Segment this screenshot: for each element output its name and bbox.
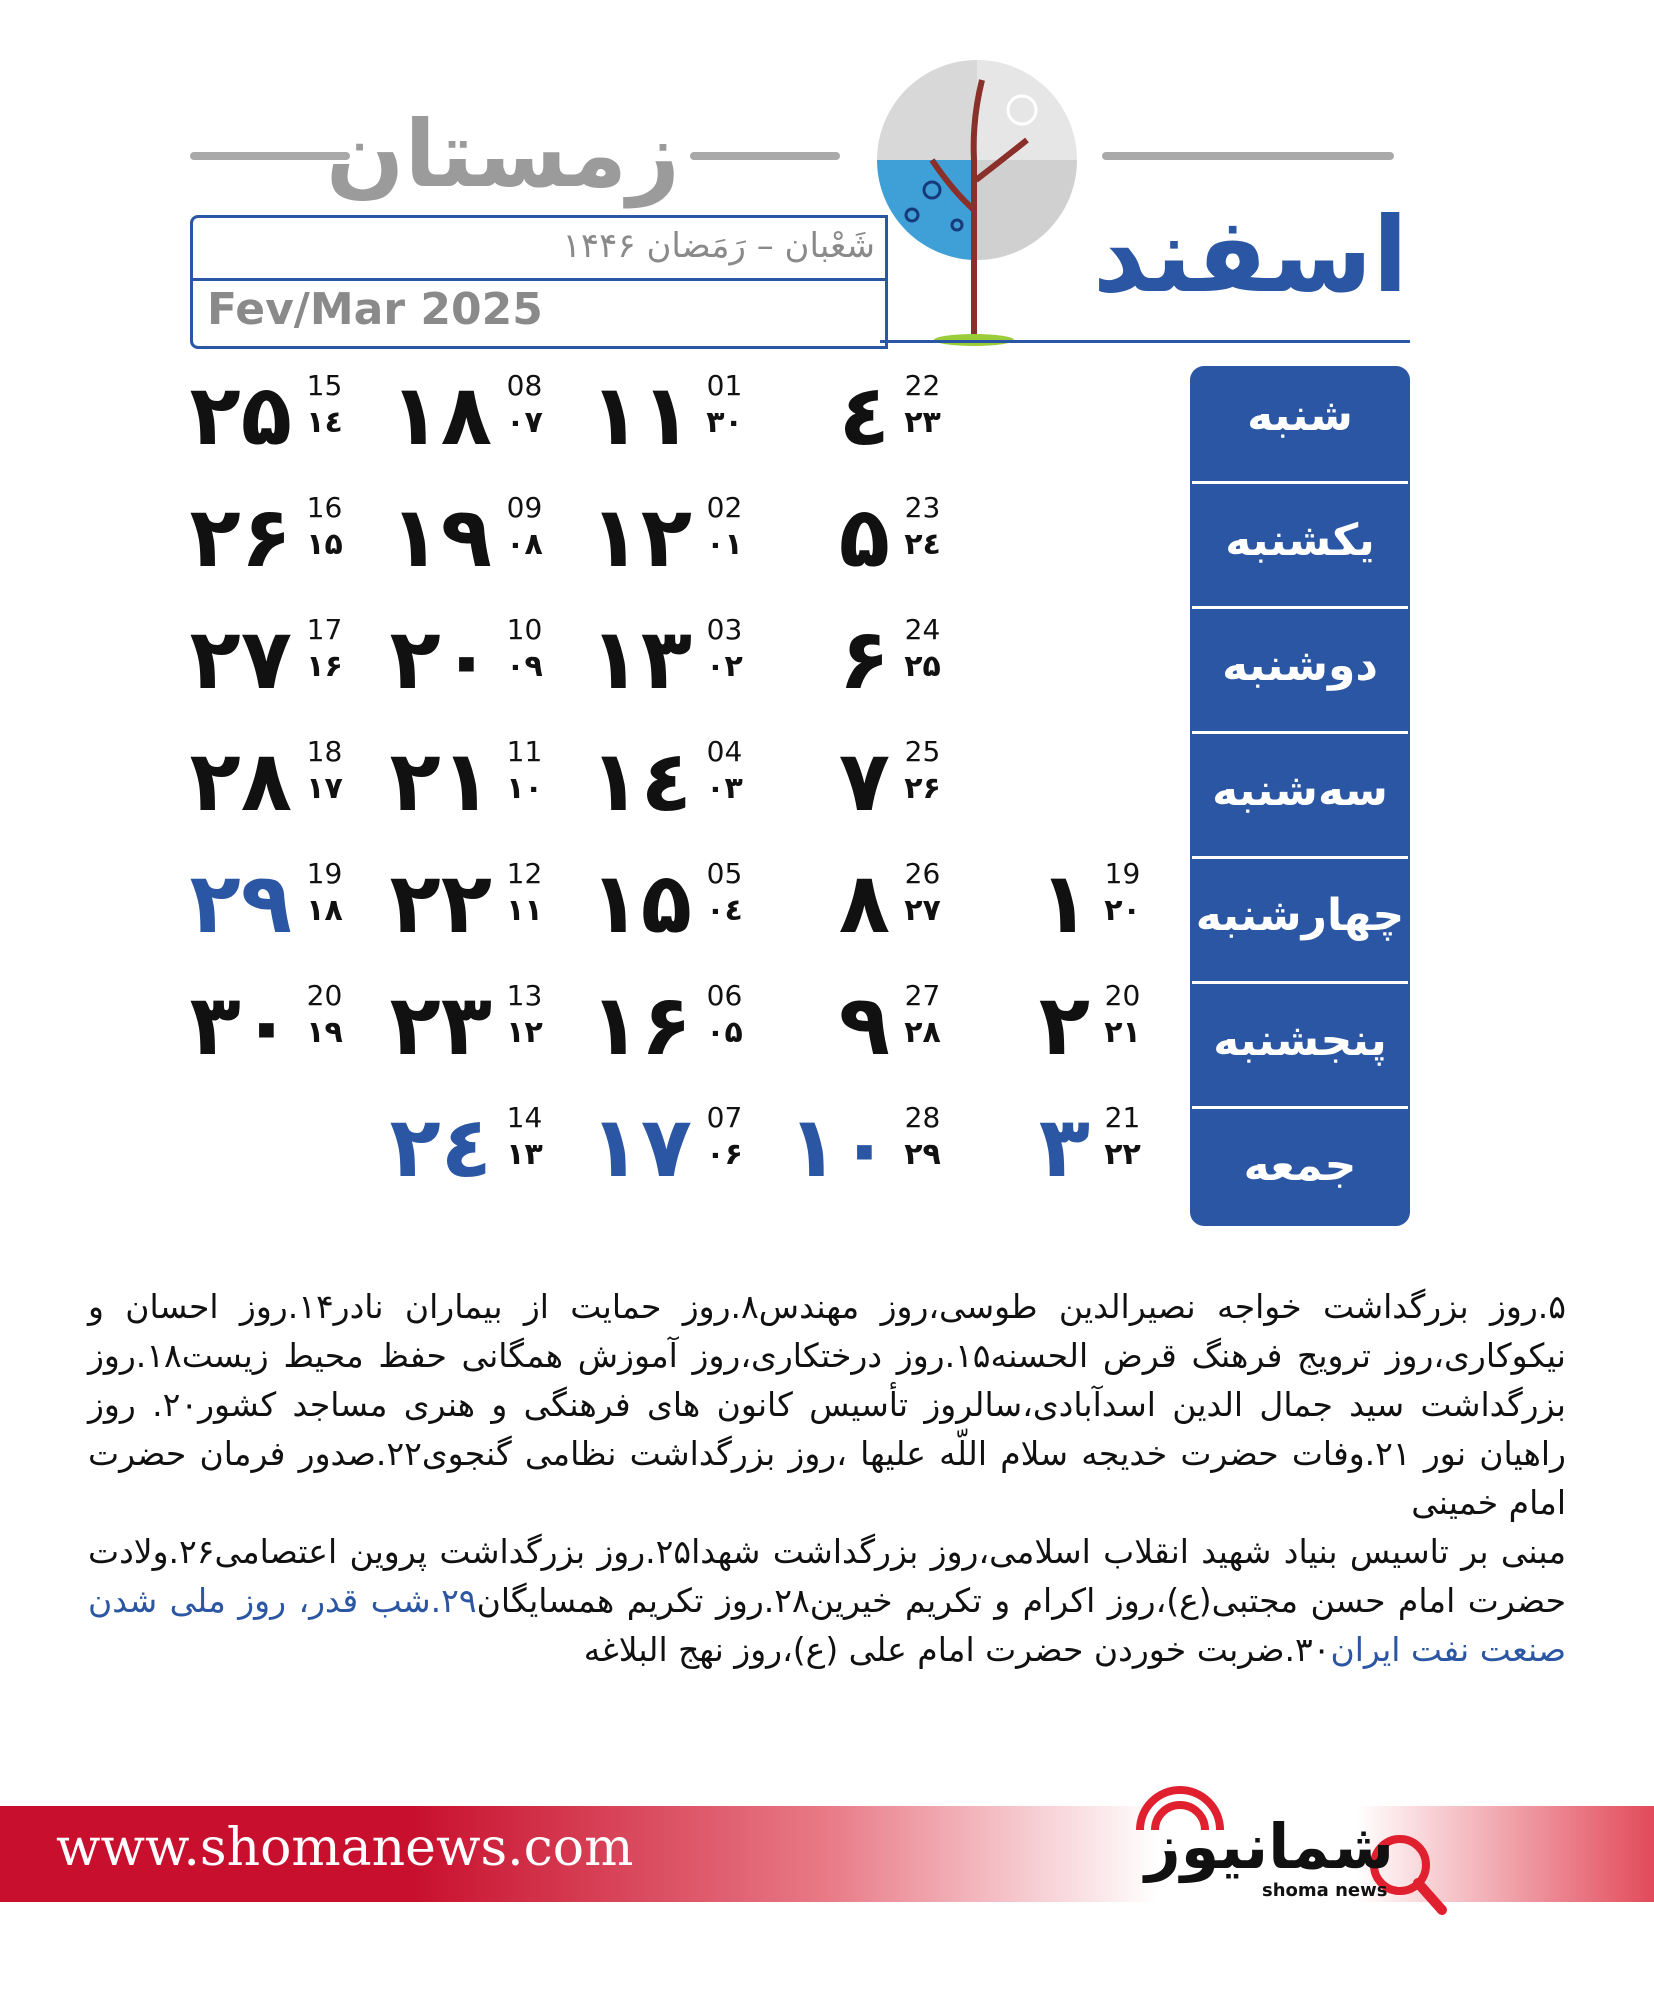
calendar-day-cell — [970, 970, 1150, 1080]
gregorian-day-number: 07 — [706, 1101, 743, 1134]
hijri-day-number: ۲۲ — [1104, 1137, 1141, 1172]
weekday-sunday: یکشنبه — [1225, 515, 1375, 566]
hijri-day-number: ۰۵ — [706, 1015, 743, 1050]
calendar-day-cell — [572, 360, 752, 470]
calendar-day-cell — [372, 482, 552, 592]
calendar-day-cell — [372, 360, 552, 470]
gregorian-day-number: 01 — [706, 369, 743, 402]
hijri-day-number: ۰۶ — [706, 1137, 743, 1172]
persian-day-number: ۲۵ — [189, 366, 292, 464]
hijri-day-number: ۰٤ — [706, 893, 743, 928]
hijri-day-number: ۱۲ — [506, 1015, 543, 1050]
persian-day-number: ۲۹ — [189, 854, 292, 952]
hijri-day-number: ۲۹ — [904, 1137, 941, 1172]
calendar-day-cell — [572, 848, 752, 958]
calendar-day-cell — [572, 970, 752, 1080]
events-text: ۳۰.ضربت خوردن حضرت امام علی (ع)،روز نهج البلاغه — [583, 1630, 1331, 1669]
gregorian-day-number: 11 — [506, 735, 543, 768]
hijri-day-number: ۱۰ — [506, 771, 543, 806]
season-line-mid — [690, 152, 840, 160]
calendar-day-cell — [770, 726, 950, 836]
events-text-holiday: ۲۹.شب قدر، روز ملی شدن صنعت نفت ایران — [88, 1581, 1566, 1669]
gregorian-day-number: 20 — [306, 979, 343, 1012]
weekday-wednesday: چهارشنبه — [1195, 890, 1405, 941]
persian-day-number: ۸ — [838, 854, 890, 952]
persian-day-number: ۱۶ — [589, 976, 692, 1074]
hijri-day-number: ۱٤ — [306, 405, 343, 440]
hijri-day-number: ۲۳ — [904, 405, 941, 440]
hijri-day-number: ۰۹ — [506, 649, 543, 684]
weekday-thursday: پنجشنبه — [1213, 1015, 1387, 1066]
hijri-day-number: ۲۱ — [1104, 1015, 1141, 1050]
hijri-day-number: ۲۸ — [904, 1015, 941, 1050]
month-title: اسفند — [1092, 194, 1408, 316]
persian-day-number: ٤ — [838, 366, 890, 464]
persian-day-number: ۱۲ — [589, 488, 692, 586]
hijri-day-number: ۳۰ — [706, 405, 743, 440]
persian-day-number: ۱۵ — [589, 854, 692, 952]
calendar-day-cell — [572, 604, 752, 714]
gregorian-day-number: 27 — [904, 979, 941, 1012]
persian-day-number: ۱۱ — [589, 366, 692, 464]
gregorian-date: Fev/Mar 2025 — [207, 284, 543, 335]
website-url[interactable]: www.shomanews.com — [56, 1818, 634, 1878]
calendar-day-cell — [770, 1092, 950, 1202]
calendar-day-cell — [770, 482, 950, 592]
hijri-day-number: ۰۳ — [706, 771, 743, 806]
gregorian-day-number: 20 — [1104, 979, 1141, 1012]
weekday-tuesday: سه‌شنبه — [1212, 765, 1388, 816]
calendar-day-cell — [172, 604, 352, 714]
hijri-day-number: ۱۵ — [306, 527, 343, 562]
calendar-day-cell — [770, 970, 950, 1080]
hijri-day-number: ۰۱ — [706, 527, 743, 562]
date-info-box — [190, 215, 888, 349]
calendar-day-cell — [172, 726, 352, 836]
events-text: مبنی بر تاسیس بنیاد شهید انقلاب اسلامی،روز بزرگداشت شهدا۲۵.روز بزرگداشت پروین اعتصامی۲۶.ولادت حضرت امام حسن مجتبی(ع)،روز اکرام و تکریم خیرین۲۸.روز تکریم همسایگان — [88, 1532, 1566, 1620]
calendar-day-cell — [372, 970, 552, 1080]
persian-day-number: ۵ — [838, 488, 890, 586]
hijri-day-number: ۲۵ — [904, 649, 941, 684]
hijri-day-number: ۰۸ — [506, 527, 543, 562]
logo-subtitle: shoma news — [1262, 1880, 1388, 1901]
events-list — [88, 1282, 1566, 1674]
weekday-friday: جمعه — [1243, 1140, 1357, 1191]
hijri-day-number: ۲۰ — [1104, 893, 1141, 928]
gregorian-day-number: 22 — [904, 369, 941, 402]
calendar-day-cell — [770, 848, 950, 958]
persian-day-number: ۱۸ — [389, 366, 492, 464]
header-rule — [880, 340, 1410, 343]
gregorian-day-number: 02 — [706, 491, 743, 524]
hijri-day-number: ۰۷ — [506, 405, 543, 440]
persian-day-number: ۱٤ — [589, 732, 692, 830]
persian-day-number: ۱۹ — [389, 488, 492, 586]
gregorian-day-number: 14 — [506, 1101, 543, 1134]
hijri-day-number: ۲۶ — [904, 771, 941, 806]
logo-text: شمانیوز — [1145, 1810, 1394, 1883]
weekday-saturday: شنبه — [1247, 390, 1353, 441]
gregorian-day-number: 03 — [706, 613, 743, 646]
gregorian-day-number: 10 — [506, 613, 543, 646]
gregorian-day-number: 24 — [904, 613, 941, 646]
persian-day-number: ۲۲ — [389, 854, 492, 952]
hijri-day-number: ۱۱ — [506, 893, 543, 928]
calendar-day-cell — [372, 604, 552, 714]
persian-day-number: ۶ — [838, 610, 890, 708]
calendar-day-cell — [572, 482, 752, 592]
season-title: زمستان — [325, 101, 680, 208]
persian-day-number: ۲۸ — [189, 732, 292, 830]
calendar-day-cell — [572, 726, 752, 836]
hijri-day-number: ۲٤ — [904, 527, 941, 562]
events-text: ۵.روز بزرگداشت خواجه نصیرالدین طوسی،روز مهندس۸.روز حمایت از بیماران نادر۱۴.روز احسان و نیکوکاری،روز ترویج فرهنگ قرض الحسنه۱۵.روز درختکاری،روز آموزش همگانی حفظ محیط زیست۱۸.روز بزرگداشت سید جمال الدین اسدآبادی،سالروز تأسیس کانون های فرهنگی و هنری مساجد کشور۲۰. روز راهیان نور ۲۱.وفات حضرت خدیجه سلام اللّه علیها ،روز بزرگداشت نظامی گنجوی۲۲.صدور فرمان حضرت امام خمینی — [88, 1287, 1567, 1522]
season-line-right — [1102, 152, 1394, 160]
gregorian-day-number: 26 — [904, 857, 941, 890]
gregorian-day-number: 18 — [306, 735, 343, 768]
hijri-day-number: ۱۸ — [306, 893, 343, 928]
gregorian-day-number: 25 — [904, 735, 941, 768]
info-separator — [193, 278, 885, 281]
calendar-day-cell — [172, 360, 352, 470]
persian-day-number: ۳۰ — [189, 976, 292, 1074]
gregorian-day-number: 12 — [506, 857, 543, 890]
persian-day-number: ۷ — [838, 732, 890, 830]
gregorian-day-number: 15 — [306, 369, 343, 402]
calendar-day-cell — [970, 1092, 1150, 1202]
persian-day-number: ۲۷ — [189, 610, 292, 708]
hijri-day-number: ۱۶ — [306, 649, 343, 684]
persian-day-number: ۲۳ — [389, 976, 492, 1074]
calendar-day-cell — [770, 604, 950, 714]
hijri-day-number: ۰۲ — [706, 649, 743, 684]
persian-day-number: ۱ — [1038, 854, 1090, 952]
gregorian-day-number: 13 — [506, 979, 543, 1012]
persian-day-number: ۱۷ — [589, 1098, 692, 1196]
gregorian-day-number: 19 — [1104, 857, 1141, 890]
persian-day-number: ۲۱ — [389, 732, 492, 830]
persian-day-number: ۱۳ — [589, 610, 692, 708]
calendar-day-cell — [172, 848, 352, 958]
gregorian-day-number: 19 — [306, 857, 343, 890]
calendar-day-cell — [372, 1092, 552, 1202]
persian-day-number: ۹ — [838, 976, 890, 1074]
gregorian-day-number: 05 — [706, 857, 743, 890]
gregorian-day-number: 04 — [706, 735, 743, 768]
persian-day-number: ۲٤ — [389, 1098, 492, 1196]
gregorian-day-number: 17 — [306, 613, 343, 646]
gregorian-day-number: 09 — [506, 491, 543, 524]
gregorian-day-number: 08 — [506, 369, 543, 402]
gregorian-day-number: 06 — [706, 979, 743, 1012]
calendar-day-cell — [572, 1092, 752, 1202]
calendar-day-cell — [172, 482, 352, 592]
hijri-day-number: ۱۳ — [506, 1137, 543, 1172]
persian-day-number: ۲ — [1038, 976, 1090, 1074]
tree-illustration — [862, 40, 1092, 350]
gregorian-day-number: 23 — [904, 491, 941, 524]
hijri-day-number: ۱۷ — [306, 771, 343, 806]
hijri-date: شَعْبان – رَمَضان ۱۴۴۶ — [562, 226, 875, 266]
hijri-day-number: ۱۹ — [306, 1015, 343, 1050]
gregorian-day-number: 16 — [306, 491, 343, 524]
calendar-day-cell — [172, 970, 352, 1080]
persian-day-number: ۲۶ — [189, 488, 292, 586]
persian-day-number: ۲۰ — [389, 610, 492, 708]
calendar-day-cell — [372, 848, 552, 958]
gregorian-day-number: 28 — [904, 1101, 941, 1134]
calendar-day-cell — [970, 848, 1150, 958]
hijri-day-number: ۲۷ — [904, 893, 941, 928]
calendar-day-cell — [770, 360, 950, 470]
weekday-monday: دوشنبه — [1222, 640, 1378, 691]
calendar-day-cell — [372, 726, 552, 836]
gregorian-day-number: 21 — [1104, 1101, 1141, 1134]
persian-day-number: ۳ — [1038, 1098, 1090, 1196]
persian-day-number: ۱۰ — [787, 1098, 890, 1196]
